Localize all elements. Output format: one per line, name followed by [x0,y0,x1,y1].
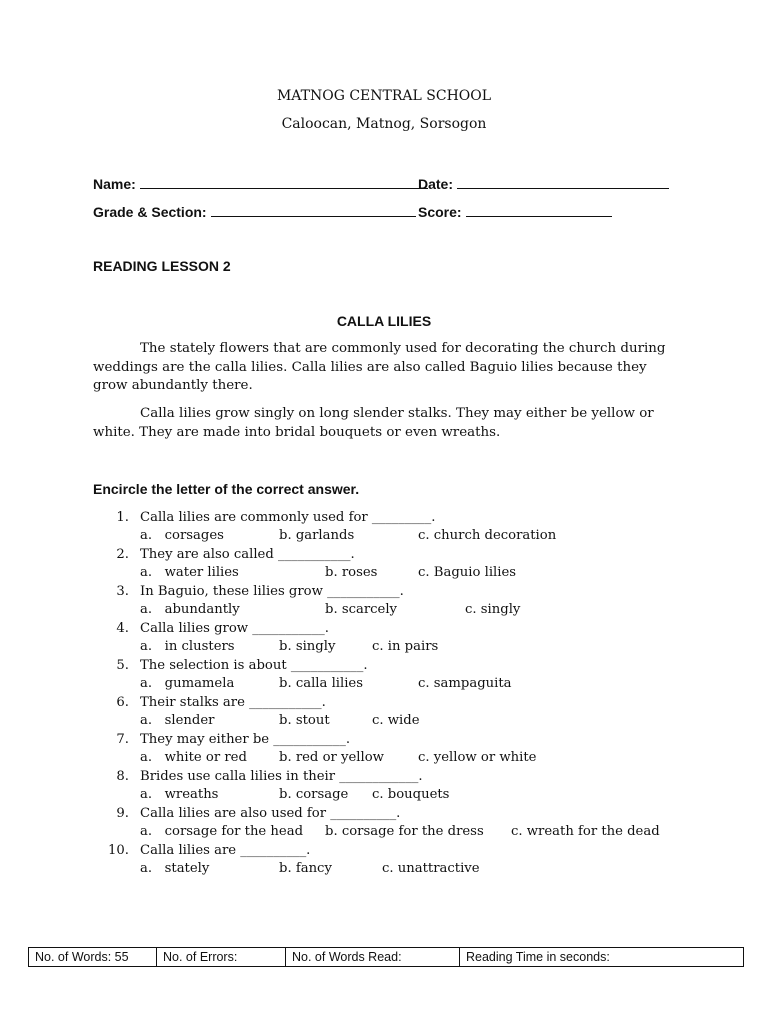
answer-choice-a[interactable]: a. abundantly [140,602,240,617]
date-blank [457,174,669,189]
story-paragraph-1: The stately flowers that are commonly used for decorating the church during weddings are the calla lilies. Calla lilies are also called Baguio lilies because they grow abundantly there. [93,341,666,393]
answer-choice-b[interactable]: b. roses [325,565,378,580]
school-address: Caloocan, Matnog, Sorsogon [281,116,487,132]
answer-choice-c[interactable]: c. singly [465,602,521,617]
instruction: Encircle the letter of the correct answer. [93,481,360,497]
date-field [418,174,669,192]
name-label: Name: [93,176,136,192]
words-count-cell: No. of Words: 55 [29,948,157,966]
score-blank [466,202,612,217]
question-number: 1. [116,510,129,525]
story-paragraph-2: Calla lilies grow singly on long slender stalks. They may either be yellow or white. They are made into bridal bouquets or even wreaths. [93,406,654,440]
score-label: Score: [418,204,462,220]
question-text: The selection is about ___________. [140,658,368,673]
answer-choice-b[interactable]: b. scarcely [325,602,398,617]
words-read-cell: No. of Words Read: [286,948,460,966]
answer-choice-b[interactable]: b. calla lilies [279,676,364,691]
name-field [93,174,428,192]
answer-choice-a[interactable]: a. stately [140,861,210,876]
question-number: 5. [116,658,129,673]
question-number: 6. [116,695,129,710]
question-number: 8. [116,769,129,784]
question-text: They may either be ___________. [140,732,351,747]
answer-choice-a[interactable]: a. gumamela [140,676,235,691]
answer-choice-b[interactable]: b. corsage for the dress [325,824,484,839]
question-number: 4. [116,621,129,636]
school-name: MATNOG CENTRAL SCHOOL [276,88,492,104]
answer-choice-a[interactable]: a. white or red [140,750,247,765]
question-number: 3. [116,584,129,599]
question-text: Calla lilies are __________. [140,843,311,858]
answer-choice-a[interactable]: a. corsages [140,528,224,543]
reading-record-table [28,947,744,967]
answer-choice-b[interactable]: b. stout [279,713,330,728]
answer-choice-b[interactable]: b. garlands [279,528,355,543]
story-title: CALLA LILIES [336,313,432,329]
answer-choice-b[interactable]: b. corsage [279,787,349,802]
question-number: 10. [108,843,129,858]
question-text: Calla lilies grow ___________. [140,621,329,636]
name-blank [140,174,428,189]
answer-choice-c[interactable]: c. church decoration [418,528,557,543]
answer-choice-a[interactable]: a. wreaths [140,787,219,802]
lesson-title: READING LESSON 2 [93,258,231,274]
errors-cell: No. of Errors: [157,948,286,966]
answer-choice-c[interactable]: c. wide [372,713,420,728]
answer-choice-b[interactable]: b. red or yellow [279,750,384,765]
question-text: Brides use calla lilies in their ____________. [140,769,423,784]
answer-choice-c[interactable]: c. bouquets [372,787,450,802]
question-text: They are also called ___________. [140,547,355,562]
answer-choice-a[interactable]: a. water lilies [140,565,239,580]
date-label: Date: [418,176,454,192]
question-text: Calla lilies are also used for __________. [140,806,401,821]
grade-section-field [93,202,416,220]
answer-choice-c[interactable]: c. in pairs [372,639,439,654]
grade-section-label: Grade & Section: [93,204,207,220]
answer-choice-c[interactable]: c. unattractive [382,861,480,876]
answer-choice-a[interactable]: a. slender [140,713,215,728]
question-text: Calla lilies are commonly used for _________. [140,510,436,525]
grade-section-blank [211,202,416,217]
question-number: 9. [116,806,129,821]
answer-choice-c[interactable]: c. Baguio lilies [418,565,517,580]
answer-choice-c[interactable]: c. wreath for the dead [511,824,660,839]
answer-choice-b[interactable]: b. singly [279,639,336,654]
answer-choice-c[interactable]: c. yellow or white [418,750,537,765]
answer-choice-b[interactable]: b. fancy [279,861,332,876]
question-text: Their stalks are ___________. [140,695,326,710]
reading-time-cell: Reading Time in seconds: [466,950,610,964]
question-text: In Baguio, these lilies grow ___________. [140,584,404,599]
question-number: 2. [116,547,129,562]
answer-choice-c[interactable]: c. sampaguita [418,676,512,691]
score-field [418,202,612,220]
question-number: 7. [116,732,129,747]
answer-choice-a[interactable]: a. corsage for the head [140,824,304,839]
answer-choice-a[interactable]: a. in clusters [140,639,235,654]
